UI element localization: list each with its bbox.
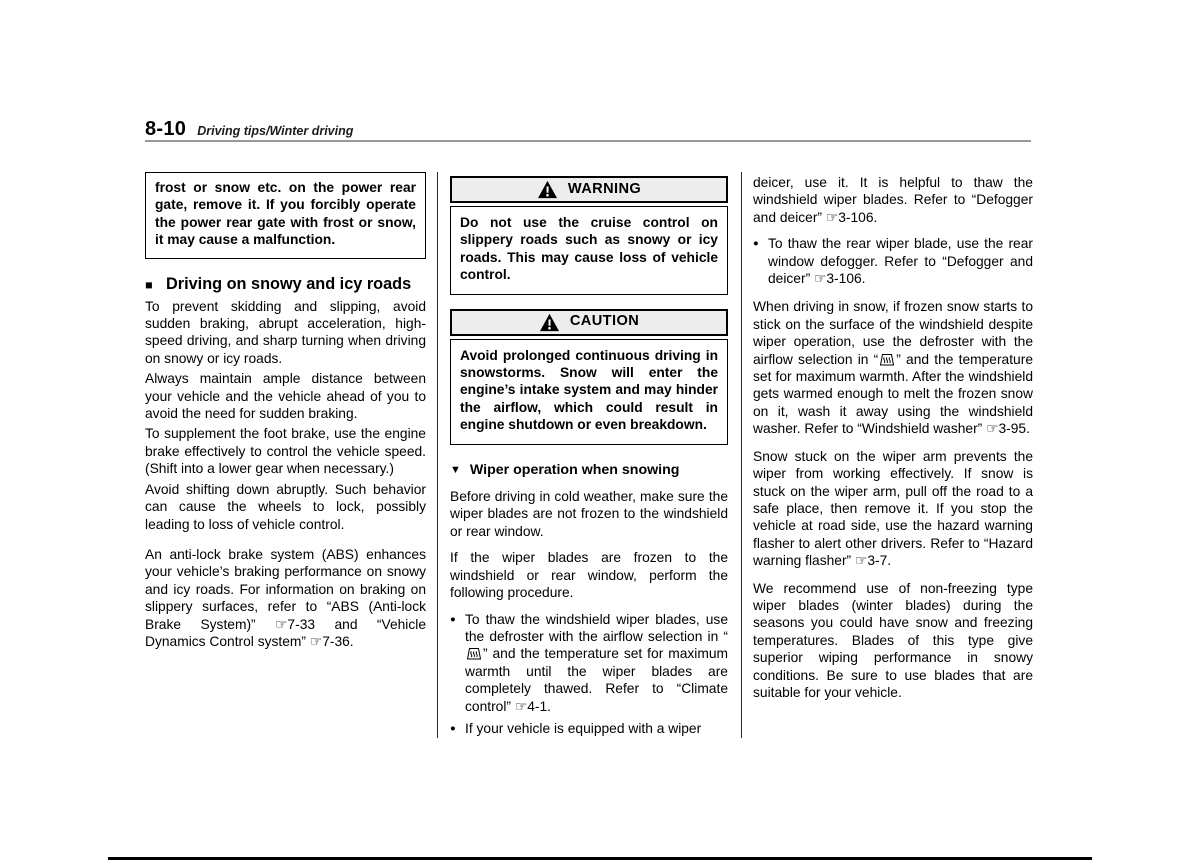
- bullet-item: [450, 611, 728, 715]
- section-heading: [145, 275, 426, 295]
- page-edge-line: [108, 857, 1092, 860]
- caution-header: [450, 309, 728, 336]
- column-divider-left: [437, 172, 438, 738]
- paragraph: Snow stuck on the wiper arm prevents the wiper from working effectively. If snow is stuck on the wiper arm, pull off the road to a safe place, then remove it. If you stop the vehicle at road side, use the hazard warning flasher to alert other drivers. Refer to “Hazard warning flasher” ☞3-7.: [753, 448, 1033, 569]
- bullet-item: [753, 235, 1033, 287]
- paragraph: Always maintain ample distance between your vehicle and the vehicle ahead of you to avoid the need for sudden braking.: [145, 371, 426, 422]
- defroster-icon: [879, 353, 895, 366]
- paragraph: Avoid shifting down abruptly. Such behavior can cause the wheels to lock, possibly leading to loss of vehicle control.: [145, 481, 426, 532]
- square-bullet-icon: ■: [145, 277, 153, 292]
- caution-box: [450, 309, 728, 445]
- paragraph: An anti-lock brake system (ABS) enhances your vehicle’s braking performance on snowy and icy roads. For information on braking on slippery surfaces, refer to “ABS (Anti-lock Brake System)” ☞7-33 and “Vehicle Dynamics Control system” ☞7-36.: [145, 546, 426, 649]
- bullet-marker: ●: [450, 722, 456, 734]
- bullet-marker: ●: [450, 613, 456, 625]
- page-header: [145, 118, 353, 141]
- paragraph: We recommend use of non-freezing type wiper blades (winter blades) during the seasons you could have snow and freezing temperatures. Blades of this type give superior wiping performance in snowy conditions. Be sure to use blades that are suitable for your vehicle.: [753, 580, 1033, 700]
- defroster-icon: [466, 647, 482, 660]
- paragraph: deicer, use it. It is helpful to thaw the windshield wiper blades. Refer to “Defogger and deicer” ☞3-106.: [753, 175, 1033, 225]
- warning-title: WARNING: [567, 180, 642, 197]
- paragraph: When driving in snow, if frozen snow starts to stick on the surface of the windshield despite wiper operation, use the defroster with the airflow selection in “ ” and the temperature set for maximum warmth. After the windshield gets warmed enough to melt the frozen snow on it, wash it away using the windshield washer. Refer to “Windshield washer” ☞3-95.: [753, 299, 1033, 437]
- bullet-item: [450, 720, 728, 737]
- caution-title: CAUTION: [569, 313, 640, 330]
- middle-column: [450, 176, 728, 737]
- bullet-marker: ●: [753, 238, 759, 250]
- bullet-text: To thaw the rear wiper blade, use the rear window defogger. Refer to “Defogger and deicer” ☞3-106.: [768, 236, 1033, 287]
- bullet-text: To thaw the windshield wiper blades, use the defroster with the airflow selection in “” and the temperature set for maximum warmth until the wiper blades are completely thawed. Refer to “Climate control” ☞4-1.: [465, 611, 728, 714]
- paragraph: To prevent skidding and slipping, avoid sudden braking, abrupt acceleration, high-speed driving, and sharp turning when driving on snowy or icy roads.: [145, 298, 426, 366]
- right-column: [753, 174, 1033, 701]
- left-column: [145, 172, 426, 650]
- warning-box: [450, 176, 728, 295]
- caution-triangle-icon: [539, 313, 560, 332]
- page-number: 8-10: [145, 118, 187, 140]
- warning-triangle-icon: [537, 180, 558, 199]
- section-heading-text: Driving on snowy and icy roads: [166, 274, 412, 293]
- header-rule: [145, 140, 1031, 142]
- triangle-marker-icon: ▼: [450, 464, 461, 477]
- caution-body: Avoid prolonged continuous driving in snowstorms. Snow will enter the engine’s intake system and may hinder the airflow, which could result in engine shutdown or even breakdown.: [450, 339, 728, 445]
- warning-header: [450, 176, 728, 203]
- paragraph: If the wiper blades are frozen to the windshield or rear window, perform the following procedure.: [450, 550, 728, 601]
- wiper-subheading: [450, 462, 728, 479]
- note-box-text: frost or snow etc. on the power rear gate, remove it. If you forcibly operate the power rear gate with frost or snow, it may cause a malfunction.: [155, 180, 416, 248]
- note-box: [145, 172, 426, 259]
- wiper-subheading-text: Wiper operation when snowing: [469, 461, 680, 478]
- bullet-text: If your vehicle is equipped with a wiper: [465, 720, 702, 736]
- column-divider-right: [741, 172, 742, 738]
- section-title: Driving tips/Winter driving: [197, 124, 354, 138]
- paragraph: Before driving in cold weather, make sure the wiper blades are not frozen to the windshield or rear window.: [450, 489, 728, 539]
- warning-body: Do not use the cruise control on slippery roads such as snowy or icy roads. This may cause loss of vehicle control.: [450, 206, 728, 295]
- paragraph: To supplement the foot brake, use the engine brake effectively to control the vehicle speed. (Shift into a lower gear when necessary.): [145, 426, 426, 477]
